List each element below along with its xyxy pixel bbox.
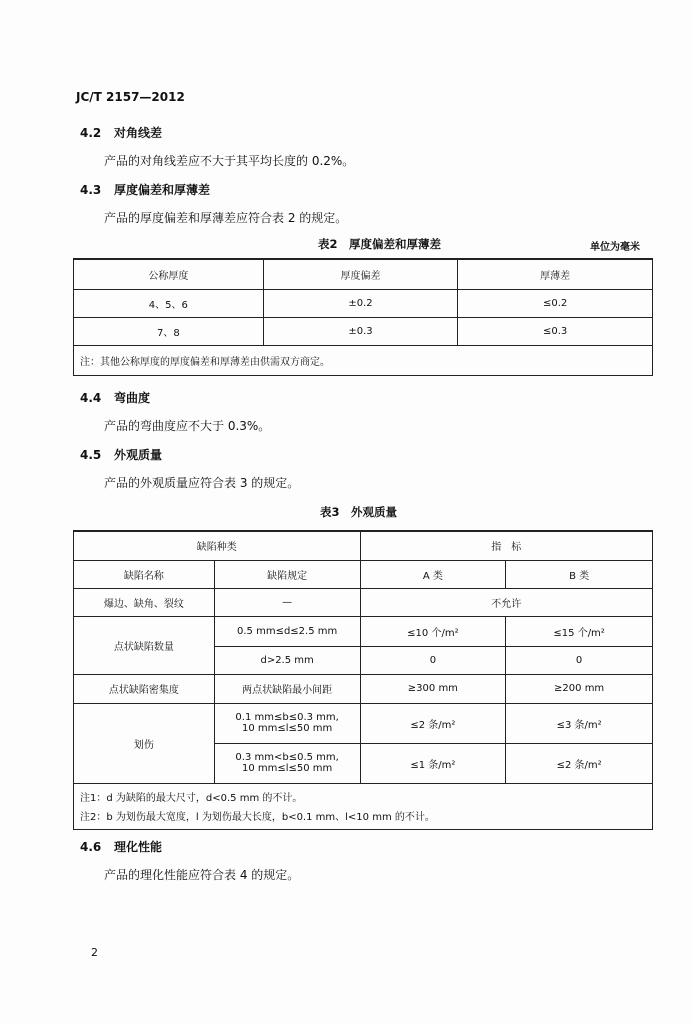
table-cell: ≥200 mm [506, 674, 653, 703]
section-number: 4.2 [80, 126, 102, 140]
table3 [73, 530, 653, 830]
table3-note-1: 注1：d 为缺陷的最大尺寸，d<0.5 mm 的不计。 [80, 793, 303, 804]
table-cell: ≤1 条/m² [360, 743, 506, 783]
table-row [74, 317, 653, 345]
table-cell [214, 743, 360, 783]
table-row [74, 588, 653, 616]
table-header-cell: 指 标 [360, 531, 652, 560]
section-4-2-heading [80, 124, 162, 141]
table-cell: 0 [360, 646, 506, 674]
section-title: 外观质量 [114, 448, 163, 462]
section-title: 弯曲度 [114, 391, 151, 405]
section-number: 4.6 [80, 840, 102, 854]
section-4-4-heading [80, 389, 150, 406]
table-cell: ±0.2 [263, 289, 458, 317]
table-row [74, 674, 653, 703]
table-cell: ≤15 个/m² [506, 616, 653, 646]
table-cell: ≥300 mm [360, 674, 506, 703]
table-cell: 7、8 [74, 317, 264, 345]
table-header-cell: 缺陷规定 [214, 560, 360, 588]
section-4-3-heading [80, 181, 210, 198]
table-cell: ±0.3 [263, 317, 458, 345]
table-cell: ≤10 个/m² [360, 616, 506, 646]
section-title: 理化性能 [114, 840, 163, 854]
table2-unit: 单位为毫米 [590, 242, 640, 253]
table-cell: — [214, 588, 360, 616]
table2-note: 注：其他公称厚度的厚度偏差和厚薄差由供需双方商定。 [74, 345, 653, 375]
rule-line: 0.1 mm≤b≤0.3 mm, [235, 712, 339, 723]
table2-caption: 表2 厚度偏差和厚薄差 [318, 237, 442, 251]
rule-line: 0.3 mm<b≤0.5 mm, [235, 752, 339, 763]
table-row [74, 616, 653, 646]
section-4-3-text: 产品的厚度偏差和厚薄差应符合表 2 的规定。 [104, 211, 348, 225]
table3-notes [74, 783, 653, 829]
table3-note-2: 注2：b 为划伤最大宽度，l 为划伤最大长度，b<0.1 mm、l<10 mm 的不计。 [80, 812, 435, 823]
table-row [74, 531, 653, 560]
section-number: 4.4 [80, 391, 102, 405]
section-number: 4.3 [80, 183, 102, 197]
table-cell: ≤3 条/m² [506, 703, 653, 743]
table-cell: 不允许 [360, 588, 652, 616]
table-cell [214, 703, 360, 743]
table-row [74, 259, 653, 289]
section-number: 4.5 [80, 448, 102, 462]
table-row [74, 560, 653, 588]
section-4-2-text: 产品的对角线差应不大于其平均长度的 0.2%。 [104, 154, 355, 168]
table-cell: 划伤 [74, 703, 215, 783]
table-cell: 点状缺陷数量 [74, 616, 215, 674]
rule-line: 10 mm≤l≤50 mm [241, 723, 333, 734]
table-header-cell: 缺陷名称 [74, 560, 215, 588]
rule-line: 10 mm≤l≤50 mm [241, 763, 333, 774]
table-row [74, 703, 653, 743]
table-cell: ≤0.3 [458, 317, 653, 345]
standard-code: JC/T 2157—2012 [76, 90, 185, 104]
table-cell: 爆边、缺角、裂纹 [74, 588, 215, 616]
table-cell: ≤2 条/m² [360, 703, 506, 743]
section-4-4-text: 产品的弯曲度应不大于 0.3%。 [104, 419, 271, 433]
table-cell: ≤2 条/m² [506, 743, 653, 783]
section-title: 对角线差 [114, 126, 163, 140]
table2 [73, 258, 653, 376]
table-header-cell: 缺陷种类 [74, 531, 361, 560]
table-header-cell: B 类 [506, 560, 653, 588]
table-cell: 0 [506, 646, 653, 674]
section-4-6-text: 产品的理化性能应符合表 4 的规定。 [104, 868, 300, 882]
section-4-6-heading [80, 838, 162, 855]
table-row [74, 783, 653, 829]
table-header-cell: 公称厚度 [74, 259, 264, 289]
table-header-cell: A 类 [360, 560, 506, 588]
table-cell: 点状缺陷密集度 [74, 674, 215, 703]
table-cell: ≤0.2 [458, 289, 653, 317]
table-header-cell: 厚薄差 [458, 259, 653, 289]
table-cell: 两点状缺陷最小间距 [214, 674, 360, 703]
section-title: 厚度偏差和厚薄差 [114, 183, 211, 197]
table-row [74, 345, 653, 375]
table-row [74, 289, 653, 317]
page-number: 2 [91, 946, 98, 959]
table-cell: 4、5、6 [74, 289, 264, 317]
table-cell: d>2.5 mm [214, 646, 360, 674]
table3-caption: 表3 外观质量 [320, 505, 398, 519]
section-4-5-text: 产品的外观质量应符合表 3 的规定。 [104, 476, 300, 490]
table-header-cell: 厚度偏差 [263, 259, 458, 289]
section-4-5-heading [80, 446, 162, 463]
table-cell: 0.5 mm≤d≤2.5 mm [214, 616, 360, 646]
